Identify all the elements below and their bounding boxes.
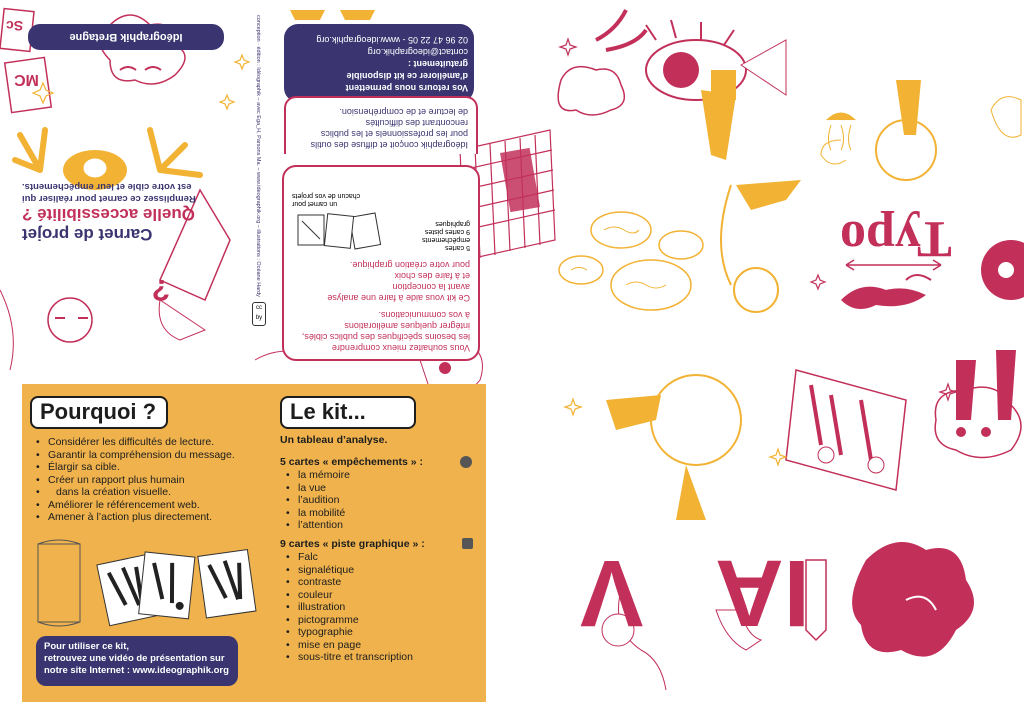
video-note-box [36,636,238,686]
list-item: • Falc [284,551,413,564]
typo-heading: Typo [840,210,952,267]
list-item: • contraste [284,576,413,589]
empechements-list [284,469,350,532]
brand-banner [28,24,224,50]
list-item: • illustration [284,601,413,614]
video-note-line: Pour utiliser ce kit, [44,641,129,652]
list-item-continuation: • dans la création visuelle. [34,486,264,499]
list-item: • typographie [284,626,413,639]
cards-thumbnail-icon [292,211,382,251]
sign-letter-v: V [580,540,644,646]
list-item: • Garantir la compréhension du message. [34,449,264,462]
contact-box: Vos retours nous permettent d’améliorer ce kit disponible gratuitement : contact@ideographik.org 02 96 47 22 05 - www.ideographik.org [284,24,474,102]
kit-illustration [32,534,272,634]
brand-name: Idéographik Bretagne [69,31,183,43]
list-item: • Créer un rapport plus humain [34,474,264,487]
kit-title: Le kit... [280,396,416,429]
list-item: • la mobilité [284,507,350,520]
cover-title-2: Quelle accessibilité ? [22,205,195,224]
list-item: • sous-titre et transcription [284,651,413,664]
empechements-title: 5 cartes « empêchements » : [280,456,423,468]
list-item: • mise en page [284,639,413,652]
list-item: • la mémoire [284,469,350,482]
list-item: • pictogramme [284,614,413,627]
list-item: • Amener à l’action plus directement. [34,511,264,524]
list-item: • Améliorer le référencement web. [34,499,264,512]
cc-license-icon: cc by [252,302,266,326]
svg-text:?: ? [151,273,170,306]
piste-graphique-icon [462,538,473,549]
pourquoi-title: Pourquoi ? [30,396,168,429]
piste-graphique-title: 9 cartes « piste graphique » : [280,538,425,550]
piste-graphique-list [284,551,413,664]
list-item: • l’attention [284,519,350,532]
sc-tile-text: Sc [6,18,24,34]
empechements-icon [460,456,472,468]
pourquoi-list [34,436,264,524]
kit-description-box: Vous souhaitez mieux comprendre les besoins spécifiques des publics ciblés, intégrer quelques améliorations à vos communications. Ce kit vous aide à faire une analyse avant la conception et à faire des choix pour votre création graphique. 5 cartes empêchements 9 cartes pistes graphiques un carnet pour chacun de vos projets [282,165,480,361]
list-item: • couleur [284,589,413,602]
list-item: • Considérer les difficultés de lecture. [34,436,264,449]
kit-intro: Un tableau d’analyse. [280,434,388,446]
list-item: • Élargir sa cible. [34,461,264,474]
cover-title-1: Carnet de projet [22,225,153,244]
cover-title-block [22,180,234,244]
list-item: • la vue [284,482,350,495]
credits-line: conception · édition : Idéographik – avec Ega_H, Parsons Ma. – www.ideographik.org – illustrations : Océane Hardy [255,15,261,297]
video-note-line: notre site Internet : www.ideographik.org [44,665,229,676]
sign-letters-ia: IA [715,540,810,646]
mc-tile-text: MC [14,71,39,88]
list-item: • signalétique [284,564,413,577]
video-note-line: retrouvez une vidéo de présentation sur [44,653,225,664]
cover-subtitle-1: Remplissez ce carnet pour réaliser qui [22,193,196,204]
inside-panel [22,384,486,702]
about-box: Idéographik conçoit et diffuse des outils pour les professionnels et les publics rencontrant des difficultés de lecture et de compréhension. [284,96,478,154]
cover-subtitle-2: est votre cible et leur empêchements. [22,181,192,192]
list-item: • l’audition [284,494,350,507]
